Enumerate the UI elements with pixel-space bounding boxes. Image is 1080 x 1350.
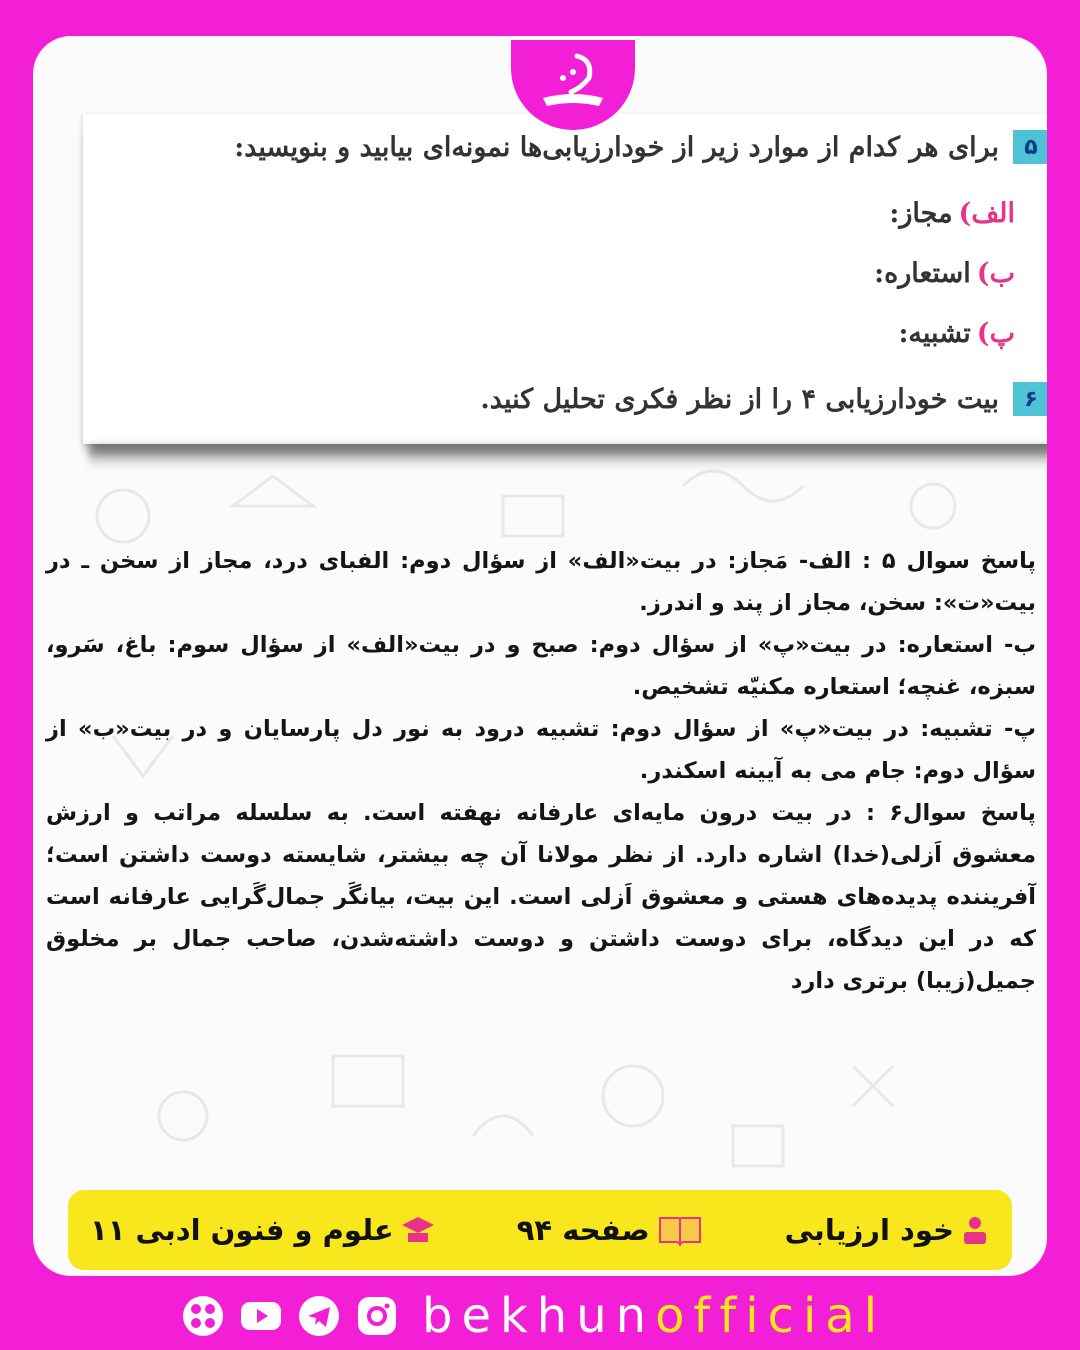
social-bar bbox=[180, 1288, 886, 1344]
item-mark: ب) bbox=[976, 258, 1015, 289]
answer-line: پاسخ سوال ۵ : الف- مَجاز: در بیت«الف» از سؤال دوم: الفبای درد، مجاز از سخن ـ در بیت«ت»: سخن، مجاز از پند و اندرز. bbox=[46, 548, 1036, 616]
answer-line: پاسخ سوال۶ : در بیت درون مایه‌ای عارفانه نهفته است. به سلسله مراتب و ارزش معشوق اَزلی(خدا) اشاره دارد. از نظر مولانا آن چه بیشتر، شایسته دوست داشتن است؛ آفریننده پدیده‌های هستی و معشوق اَزلی است. این بیت، بیانگَر جمال‌گَرایی عارفانه است که در این دیدگاه، برای دوست داشتن و دوست داشته‌شدن، صاحب جمال بر مخلوق جمیل(زیبا) برتری دارد bbox=[46, 800, 1036, 994]
page-label: صفحه ۹۴ bbox=[516, 1213, 650, 1247]
item-label: مجاز: bbox=[889, 198, 953, 229]
footer-section bbox=[785, 1213, 990, 1247]
item-mark: الف) bbox=[958, 198, 1015, 229]
item-mark: پ) bbox=[976, 318, 1015, 349]
footer-info-bar bbox=[68, 1190, 1012, 1270]
answer-line: پ- تشبیه: در بیت«پ» از سؤال دوم: تشبیه درود به نور دل پارسایان و در بیت«ب» از سؤال دوم: جام می به آیینه اسکندر. bbox=[46, 716, 1036, 784]
question-5-text: برای هر کدام از موارد زیر از خودارزیابی‌ها نمونه‌ای بیابید و بنویسید: bbox=[234, 131, 999, 163]
footer-book bbox=[90, 1213, 436, 1247]
brand-name-part1: bekhun bbox=[422, 1288, 656, 1344]
question-6 bbox=[480, 382, 1047, 416]
brand-handle bbox=[422, 1288, 886, 1344]
question-5-number: ۵ bbox=[1013, 130, 1047, 164]
brand-name-part2: official bbox=[655, 1288, 887, 1344]
pen-book-icon bbox=[533, 50, 613, 120]
question-item-majaz bbox=[889, 198, 1015, 229]
answer-text bbox=[46, 540, 1036, 1002]
instagram-icon[interactable] bbox=[354, 1293, 400, 1339]
book-label: علوم و فنون ادبی ۱۱ bbox=[90, 1213, 394, 1247]
open-book-icon bbox=[656, 1214, 704, 1246]
textbook-question-image bbox=[83, 114, 1047, 444]
section-label: خود ارزیابی bbox=[784, 1213, 954, 1247]
question-5 bbox=[234, 130, 1047, 164]
item-label: استعاره: bbox=[874, 258, 971, 289]
footer-page bbox=[517, 1213, 704, 1247]
question-item-esteare bbox=[874, 258, 1015, 289]
grad-cap-icon bbox=[400, 1215, 436, 1245]
book-shadow bbox=[89, 446, 1047, 468]
aparat-icon[interactable] bbox=[180, 1293, 226, 1339]
teacher-icon bbox=[960, 1214, 990, 1246]
question-6-number: ۶ bbox=[1013, 382, 1047, 416]
telegram-icon[interactable] bbox=[296, 1293, 342, 1339]
question-item-tashbih bbox=[898, 318, 1015, 349]
item-label: تشبیه: bbox=[898, 318, 971, 349]
youtube-icon[interactable] bbox=[238, 1293, 284, 1339]
answer-line: ب- استعاره: در بیت«پ» از سؤال دوم: صبح و در بیت«الف» از سؤال سوم: باغ، سَرو، سبزه، غنچه؛ استعاره مکنیّه تشخیص. bbox=[46, 632, 1036, 700]
question-6-text: بیت خودارزیابی ۴ را از نظر فکری تحلیل کنید. bbox=[480, 383, 999, 415]
